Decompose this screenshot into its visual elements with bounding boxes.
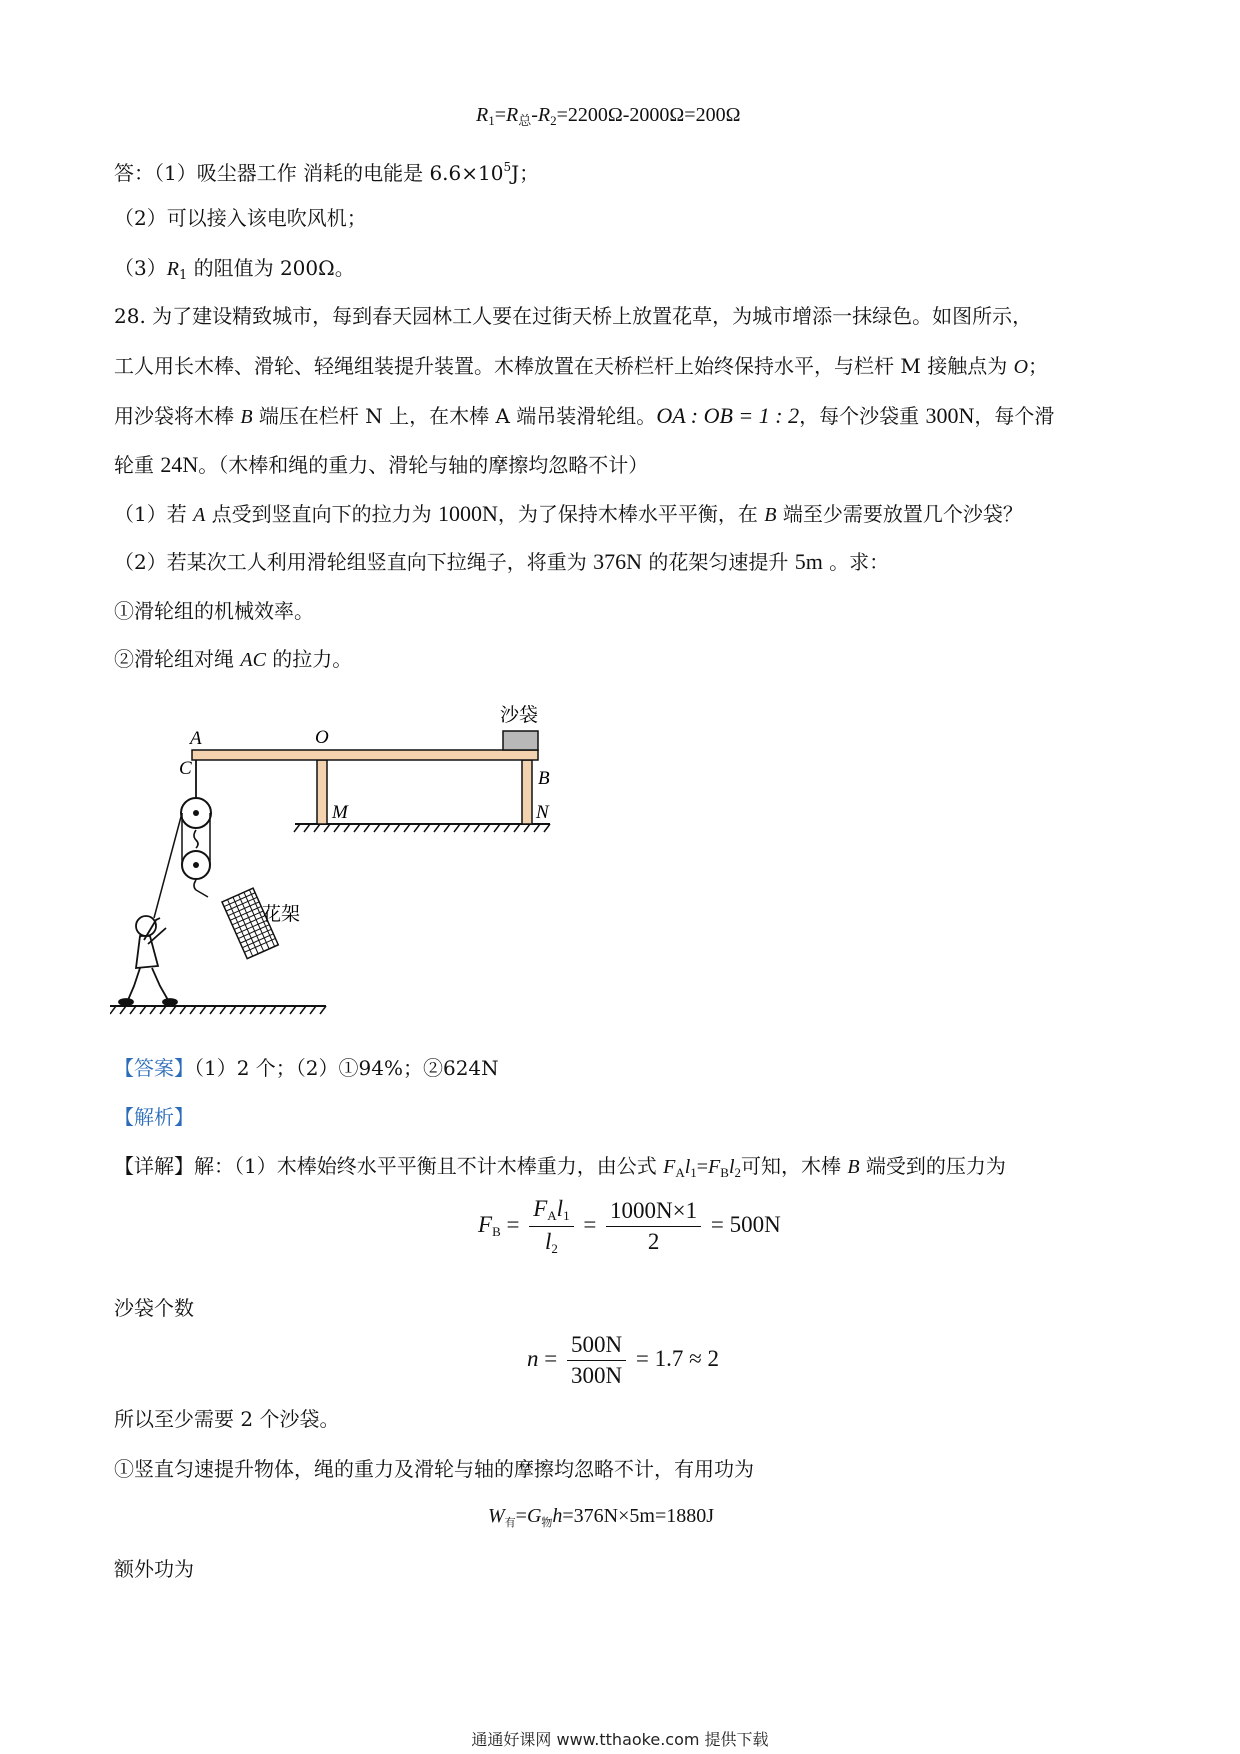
symbol: l (556, 1196, 564, 1221)
street-ground-hatch (110, 1006, 326, 1014)
label-o: O (315, 727, 329, 748)
symbol: R (476, 104, 489, 126)
text: 的拉力。 (265, 647, 353, 671)
text: 的花架匀速提升 (641, 550, 795, 574)
subscript: 总 (518, 113, 532, 128)
text: 。（木棒和绳的重力、滑轮与轴的摩擦均忽略不计） (198, 453, 649, 477)
text: 答：（1）吸尘器工作 消耗的电能是 6.6×10 (114, 161, 504, 185)
text: 端受到的压力为 (859, 1154, 1006, 1178)
conclusion: 所以至少需要 2 个沙袋。 (114, 1407, 340, 1431)
subscript: 1 (563, 1208, 570, 1223)
question-line-3 (114, 402, 1054, 431)
answer-line-2: （2）可以接入该电吹风机； (114, 206, 367, 230)
numerator: 1000N×1 (606, 1198, 701, 1227)
label-a: A (190, 728, 202, 749)
text: ，每个沙袋重 (799, 404, 926, 428)
text: 端压在栏杆 N 上，在木棒 A 端吊装滑轮组。 (252, 404, 657, 428)
text: ； (1028, 354, 1049, 378)
label-n: N (536, 802, 549, 823)
movable-pulley-axle (193, 862, 199, 868)
subscript: A (547, 1208, 557, 1223)
text: = (494, 104, 506, 126)
denominator: 2 (647, 1229, 660, 1254)
symbol: W (488, 1505, 505, 1527)
subscript: B (492, 1223, 501, 1239)
symbol: G (526, 1505, 542, 1527)
subscript: 物 (541, 1516, 553, 1529)
result: = 500N (710, 1211, 781, 1237)
detail-line (114, 1152, 1006, 1187)
equation-n: n = $\frac{500N}{300N}$ = 1.7 ≈ 2 (527, 1332, 719, 1388)
symbol: R (537, 104, 551, 126)
count-label: 沙袋个数 (114, 1296, 194, 1320)
question-line-2 (114, 352, 1048, 381)
symbol: l (544, 1229, 552, 1254)
lever-formula: $F_Al_1=F_Bl_2$ (663, 1156, 741, 1180)
text: J； (511, 161, 540, 185)
symbol: h (552, 1505, 563, 1527)
value: 24N (160, 452, 199, 477)
text: ，每个滑 (974, 404, 1055, 428)
label-c: C (179, 758, 192, 779)
symbol: F (478, 1211, 493, 1237)
footer: 通通好课网 www.tthaoke.com 提供下载 (471, 1730, 769, 1749)
symbol: AC (240, 649, 266, 671)
symbol: O (1013, 356, 1029, 378)
pull-rope (154, 813, 182, 918)
text: ，为了保持木棒水平平衡，在 (497, 502, 765, 526)
question-line-6 (114, 548, 889, 576)
value: 1000N (438, 501, 498, 526)
question-line-4 (114, 451, 648, 479)
hook (194, 830, 198, 848)
answer-text: （1）2 个；（2）①94%；②624N (194, 1056, 499, 1080)
superscript: 5 (503, 160, 512, 174)
subscript: 1 (488, 113, 495, 128)
symbol: R (506, 104, 519, 126)
text: =2200Ω-2000Ω=200Ω (556, 104, 741, 126)
extra-work: 额外功为 (114, 1557, 194, 1581)
subscript: 2 (551, 1241, 558, 1256)
railing-n (522, 760, 532, 824)
question-line-8 (114, 645, 352, 674)
answer-line (114, 1054, 499, 1082)
denominator: 300N (570, 1363, 623, 1388)
railing-m (317, 760, 327, 824)
text: 用沙袋将木棒 (114, 404, 241, 428)
symbol: B (764, 504, 777, 526)
text: （1）若 (114, 502, 194, 526)
text: - (531, 104, 538, 126)
sandbag-label: 沙袋 (500, 705, 539, 726)
symbol: B (240, 406, 253, 428)
question-line-5 (114, 500, 1023, 529)
fraction (567, 1332, 626, 1389)
question-line-7: ①滑轮组的机械效率。 (114, 599, 314, 623)
useful-work-intro: ①竖直匀速提升物体，绳的重力及滑轮与轴的摩擦均忽略不计，有用功为 (114, 1457, 754, 1481)
text: 。求： (822, 550, 890, 574)
hook (194, 880, 196, 890)
rack-label: 花架 (262, 904, 301, 925)
ratio: OA : OB = 1 : 2 (656, 403, 800, 428)
answer-line-1 (114, 153, 539, 187)
answer-tag: 【答案】 (114, 1056, 194, 1080)
text: （2）若某次工人利用滑轮组竖直向下拉绳子，将重为 (114, 550, 594, 574)
fixed-pulley-axle (193, 810, 199, 816)
fraction (529, 1196, 573, 1257)
text: = (515, 1505, 527, 1527)
worker (119, 916, 177, 1005)
text: ②滑轮组对绳 (114, 647, 241, 671)
analysis-tag: 【解析】 (114, 1105, 194, 1129)
value: 5m (794, 549, 823, 574)
subscript: 1 (178, 268, 188, 283)
label-m: M (332, 802, 348, 823)
subscript: 2 (550, 113, 557, 128)
wooden-beam (192, 750, 538, 760)
numerator: 500N (567, 1332, 626, 1361)
symbol: F (533, 1196, 548, 1221)
bridge-ground-hatch (294, 824, 550, 832)
symbol: B (847, 1156, 860, 1178)
text: 的阻值为 200Ω。 (187, 256, 355, 280)
equation-fb: $F_B$ = $\frac{F_Al_1}{l_2}$ = $\frac{1000N\times 1}{2}$ = 500N (478, 1196, 781, 1256)
formula-r1 (476, 104, 740, 129)
symbol: R (166, 258, 179, 280)
rack-rope (196, 890, 208, 897)
text: 端至少需要放置几个沙袋？ (776, 502, 1023, 526)
equation-w (488, 1505, 714, 1530)
value: 376N (593, 549, 642, 574)
text: （3） (114, 256, 167, 280)
text: 解：（1）木棒始终水平平衡且不计木棒重力，由公式 (194, 1154, 664, 1178)
text: =376N×5m=1880J (562, 1505, 715, 1527)
answer-line-3 (114, 254, 355, 290)
fraction (606, 1198, 701, 1255)
text: 点受到竖直向下的拉力为 (205, 502, 439, 526)
result: = 1.7 ≈ 2 (635, 1345, 719, 1371)
value: 300N (925, 403, 975, 428)
pulley-figure (110, 690, 580, 1030)
symbol: n (527, 1345, 539, 1371)
symbol: A (193, 504, 206, 526)
label-b: B (538, 768, 550, 789)
subscript: 有 (504, 1516, 516, 1529)
sandbag (503, 731, 538, 750)
text: 轮重 (114, 453, 161, 477)
text: 工人用长木棒、滑轮、轻绳组装提升装置。木棒放置在天桥栏杆上始终保持水平，与栏杆 M 接触点为 (114, 354, 1014, 378)
text: 可知，木棒 (741, 1154, 848, 1178)
detail-tag: 【详解】 (114, 1154, 194, 1178)
question-line-1: 28. 为了建设精致城市，每到春天园林工人要在过街天桥上放置花草，为城市增添一抹绿色。如图所示， (114, 304, 1033, 328)
